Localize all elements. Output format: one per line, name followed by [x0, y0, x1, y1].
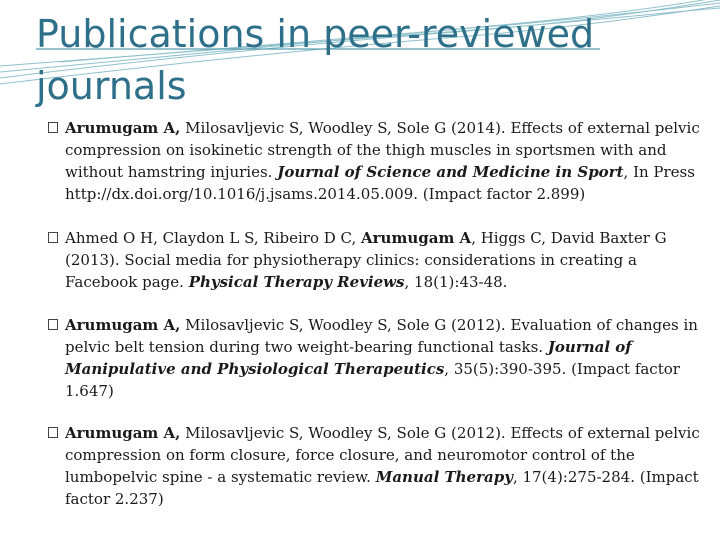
author-highlight: Arumugam A,: [65, 316, 181, 334]
citation-details: , 35(5):390-395. (Impact factor 1.647): [65, 360, 680, 400]
author-highlight: Arumugam A: [361, 229, 472, 247]
reference-list: [48, 117, 712, 532]
reference-item-2: [48, 227, 712, 293]
reference-item-4: [48, 422, 712, 510]
citation-details: , 17(4):275-284. (Impact factor 2.237): [65, 468, 699, 508]
citation-details: , 18(1):43-48.: [404, 273, 508, 291]
citation-text: Milosavljevic S, Woodley S, Sole G (2012). Effects of external pelvic compression on form closure, force closure, and neuromotor control of the lumbopelvic spine - a systematic review.: [65, 424, 700, 486]
reference-item-3: [48, 314, 712, 402]
citation-text: Milosavljevic S, Woodley S, Sole G (2012). Evaluation of changes in pelvic belt tension during two weight-bearing functional tasks.: [65, 316, 698, 356]
citation-text: , Higgs C, David Baxter G (2013). Social media for physiotherapy clinics: considerations in creating a Facebook page.: [65, 229, 667, 291]
slide-title: Publications in peer-reviewed journals: [36, 12, 595, 108]
author-highlight: Arumugam A,: [65, 119, 181, 137]
author-highlight: Arumugam A,: [65, 424, 181, 442]
citation-text: Milosavljevic S, Woodley S, Sole G (2014). Effects of external pelvic compression on isokinetic strength of the thigh muscles in sportsmen with and without hamstring injuries.: [65, 119, 700, 181]
journal-name: Manual Therapy: [375, 468, 513, 486]
checkbox-bullet-icon: [48, 319, 58, 330]
citation-details: , In Press http://dx.doi.org/10.1016/j.jsams.2014.05.009. (Impact factor 2.899): [65, 163, 695, 203]
reference-item-1: [48, 117, 712, 205]
journal-name: Journal of Manipulative and Physiological Therapeutics: [65, 338, 632, 378]
journal-name: Physical Therapy Reviews: [188, 273, 405, 291]
checkbox-bullet-icon: [48, 427, 58, 438]
checkbox-bullet-icon: [48, 232, 58, 243]
journal-name: Journal of Science and Medicine in Sport: [277, 163, 624, 181]
citation-authors: Ahmed O H, Claydon L S, Ribeiro D C,: [65, 229, 362, 247]
checkbox-bullet-icon: [48, 122, 58, 133]
